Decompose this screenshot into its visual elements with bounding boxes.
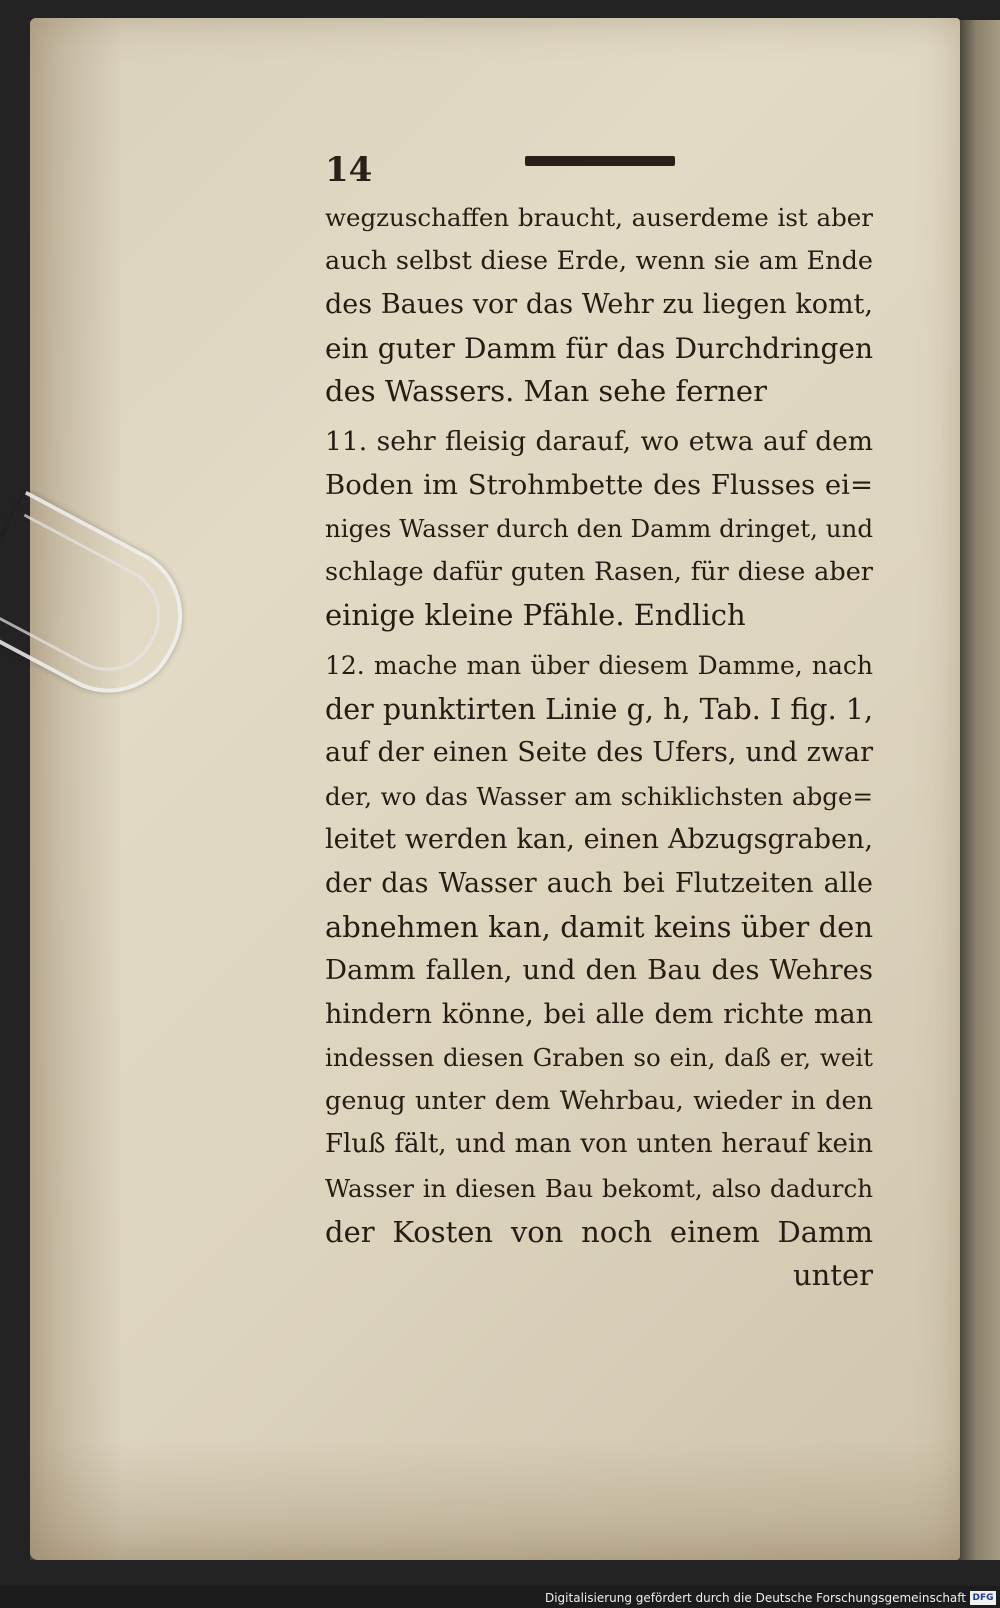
footer-credit: Digitalisierung gefördert durch die Deutsche Forschungsgemeinschaft: [544, 1591, 966, 1605]
text-line: Fluß fält, und man von unten herauf kein: [325, 1129, 873, 1160]
text-line: schlage dafür guten Rasen, für diese aber: [325, 556, 873, 587]
text-line: niges Wasser durch den Damm dringet, und: [325, 514, 873, 544]
text-line: ein guter Damm für das Durchdringen: [325, 331, 873, 365]
text-line: der Kosten von noch einem Damm: [325, 1214, 873, 1249]
text-line: der punktirten Linie g, h, Tab. I fig. 1,: [325, 692, 873, 726]
text-line: der, wo das Wasser am schiklichsten abge=: [325, 781, 873, 811]
page-edge-shadow: [30, 18, 120, 1560]
text-line: der das Wasser auch bei Flutzeiten alle: [325, 867, 873, 899]
text-line: wegzuschaffen braucht, auserdeme ist aber: [325, 203, 873, 232]
digitization-footer: [0, 1586, 1000, 1608]
text-line: hindern könne, bei alle dem richte man: [325, 998, 873, 1030]
adjacent-page-spine: [958, 20, 1000, 1560]
body-text: [325, 196, 873, 1298]
text-line: 11. sehr fleisig darauf, wo etwa auf dem: [325, 425, 873, 457]
page-header: [325, 150, 885, 190]
text-line: auf der einen Seite des Ufers, und zwar: [325, 737, 873, 769]
header-rule: [525, 156, 675, 166]
text-line: abnehmen kan, damit keins über den: [325, 909, 873, 944]
text-line: des Baues vor das Wehr zu liegen komt,: [325, 289, 873, 321]
text-line: Damm fallen, und den Bau des Wehres: [325, 954, 873, 987]
text-line: Boden im Strohmbette des Flusses ei=: [325, 468, 873, 501]
text-line: indessen diesen Graben so ein, daß er, weit: [325, 1043, 873, 1073]
catchword: unter: [792, 1258, 873, 1293]
text-line: auch selbst diese Erde, wenn sie am Ende: [325, 245, 873, 276]
text-line: Wasser in diesen Bau bekomt, also dadurch: [325, 1174, 873, 1204]
text-line: leitet werden kan, einen Abzugsgraben,: [325, 824, 873, 856]
text-line: genug unter dem Wehrbau, wieder in den: [325, 1085, 873, 1116]
text-line: einige kleine Pfähle. Endlich: [325, 598, 746, 633]
text-line: des Wassers. Man sehe ferner: [325, 374, 767, 409]
dfg-logo: DFG: [970, 1591, 996, 1605]
page-number: 14: [325, 150, 373, 190]
text-line: 12. mache man über diesem Damme, nach: [325, 650, 873, 680]
page-bottom-shadow: [30, 1440, 960, 1560]
